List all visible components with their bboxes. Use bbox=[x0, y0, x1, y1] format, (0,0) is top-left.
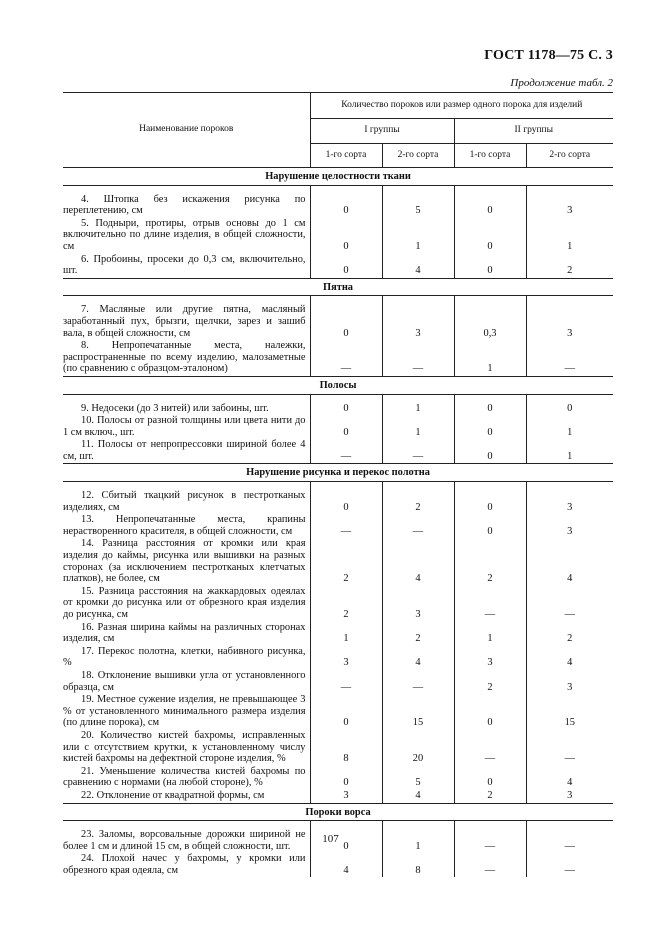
value-cell: 0 bbox=[310, 766, 382, 790]
value-cell: 3 bbox=[310, 646, 382, 670]
value-cell: 0 bbox=[454, 439, 526, 464]
value-cell: 1 bbox=[454, 622, 526, 646]
table-row bbox=[63, 694, 613, 730]
value-cell: 4 bbox=[310, 853, 382, 877]
defects-table bbox=[63, 92, 613, 877]
value-cell: 3 bbox=[382, 296, 454, 340]
value-cell: — bbox=[454, 821, 526, 854]
document-reference: ГОСТ 1178—75 С. 3 bbox=[484, 48, 613, 63]
value-cell: 1 bbox=[526, 439, 613, 464]
value-cell: — bbox=[454, 730, 526, 766]
value-cell: — bbox=[454, 586, 526, 622]
defect-name-cell: 4. Штопка без искажения рисунка по переплетению, см bbox=[63, 193, 306, 217]
value-cell: 4 bbox=[526, 646, 613, 670]
value-cell: 0 bbox=[454, 185, 526, 218]
table-row bbox=[63, 586, 613, 622]
section-title: Пятна bbox=[63, 278, 613, 296]
value-cell: 1 bbox=[382, 218, 454, 254]
defect-name-cell: 22. Отклонение от квадратной формы, см bbox=[81, 789, 265, 801]
value-cell: 1 bbox=[382, 394, 454, 415]
column-header-g1-grade-2: 2-го сорта bbox=[382, 144, 454, 168]
table-row bbox=[63, 646, 613, 670]
section-header-row bbox=[63, 464, 613, 482]
defect-name-cell: 6. Пробоины, просеки до 0,3 см, включительно, шт. bbox=[63, 253, 306, 277]
value-cell: 0 bbox=[454, 694, 526, 730]
table-row bbox=[63, 482, 613, 515]
value-cell: — bbox=[382, 670, 454, 694]
value-cell: 3 bbox=[526, 514, 613, 538]
value-cell: 1 bbox=[382, 821, 454, 854]
value-cell: 0 bbox=[454, 218, 526, 254]
defect-name-cell: 21. Уменьшение количества кистей бахромы по сравнению с нормами (на любой стороне), % bbox=[63, 765, 306, 789]
value-cell: — bbox=[526, 730, 613, 766]
value-cell: 3 bbox=[310, 790, 382, 803]
table-row bbox=[63, 254, 613, 279]
table-continuation-note: Продолжение табл. 2 bbox=[510, 77, 613, 89]
value-cell: — bbox=[526, 586, 613, 622]
value-cell: 8 bbox=[310, 730, 382, 766]
value-cell: 15 bbox=[526, 694, 613, 730]
value-cell: 0 bbox=[310, 821, 382, 854]
defect-name-cell: 7. Масляные или другие пятна, масляный заработанный пух, брызги, щелчки, зарез и зашиб вала, в общей сложности, см bbox=[63, 304, 306, 339]
defect-name-cell: 23. Заломы, ворсовальные дорожки шириной не более 1 см и длиной 15 см, в общей сложности, шт. bbox=[63, 829, 306, 852]
table-row bbox=[63, 218, 613, 254]
table-row bbox=[63, 394, 613, 415]
value-cell: — bbox=[526, 853, 613, 877]
table-row bbox=[63, 185, 613, 218]
value-cell: 0 bbox=[454, 766, 526, 790]
value-cell: 3 bbox=[526, 296, 613, 340]
section-header-row bbox=[63, 168, 613, 186]
value-cell: — bbox=[382, 439, 454, 464]
value-cell: 0 bbox=[454, 415, 526, 439]
column-header-g2-grade-2: 2-го сорта bbox=[526, 144, 613, 168]
value-cell: 0 bbox=[310, 394, 382, 415]
value-cell: 3 bbox=[382, 586, 454, 622]
value-cell: 0 bbox=[310, 185, 382, 218]
column-header-g2-grade-1: 1-го сорта bbox=[454, 144, 526, 168]
column-header-group-2: II группы bbox=[454, 119, 613, 144]
value-cell: 1 bbox=[382, 415, 454, 439]
table-row bbox=[63, 730, 613, 766]
value-cell: 2 bbox=[526, 254, 613, 279]
section-title: Нарушение рисунка и перекос полотна bbox=[63, 464, 613, 482]
column-header-quantity: Количество пороков или размер одного порока для изделий bbox=[310, 93, 613, 119]
table-row bbox=[63, 340, 613, 376]
column-header-group-1: I группы bbox=[310, 119, 454, 144]
value-cell: — bbox=[526, 821, 613, 854]
value-cell: 20 bbox=[382, 730, 454, 766]
value-cell: 0 bbox=[310, 415, 382, 439]
value-cell: 1 bbox=[310, 622, 382, 646]
value-cell: 1 bbox=[454, 340, 526, 376]
value-cell: 2 bbox=[310, 538, 382, 585]
section-title: Полосы bbox=[63, 376, 613, 394]
section-title: Нарушение целостности ткани bbox=[63, 168, 613, 186]
defect-name-cell: 8. Непропечатанные места, належки, распространенные по всему изделию, малозаметные (по сравнению с образцом-эталоном) bbox=[63, 340, 306, 375]
defect-name-cell: 18. Отклонение вышивки угла от установленного образца, см bbox=[63, 669, 306, 693]
value-cell: 0 bbox=[310, 296, 382, 340]
defect-name-cell: 5. Подныри, протиры, отрыв основы до 1 см включительно по длине изделия, в общей сложности, см bbox=[63, 217, 306, 252]
defect-name-cell: 19. Местное сужение изделия, не превышающее 3 % от установленного минимального размера изделия (по длине порока), см bbox=[63, 694, 306, 729]
value-cell: 2 bbox=[454, 670, 526, 694]
value-cell: — bbox=[382, 514, 454, 538]
value-cell: 2 bbox=[382, 482, 454, 515]
defect-name-cell: 10. Полосы от разной толщины или цвета нити до 1 см включ., шт. bbox=[63, 415, 306, 438]
value-cell: 15 bbox=[382, 694, 454, 730]
value-cell: 1 bbox=[526, 415, 613, 439]
table-row bbox=[63, 790, 613, 803]
value-cell: 0 bbox=[454, 254, 526, 279]
defect-name-cell: 9. Недосеки (до 3 нитей) или забоины, шт. bbox=[81, 402, 269, 414]
value-cell: 4 bbox=[382, 646, 454, 670]
value-cell: 0 bbox=[526, 394, 613, 415]
value-cell: 2 bbox=[454, 538, 526, 585]
value-cell: — bbox=[310, 340, 382, 376]
value-cell: 0 bbox=[310, 482, 382, 515]
table-row bbox=[63, 766, 613, 790]
value-cell: 3 bbox=[526, 790, 613, 803]
table-row bbox=[63, 514, 613, 538]
value-cell: 4 bbox=[526, 538, 613, 585]
value-cell: 0,3 bbox=[454, 296, 526, 340]
section-header-row bbox=[63, 803, 613, 821]
column-header-defect-name: Наименование пороков bbox=[63, 93, 310, 168]
table-row bbox=[63, 415, 613, 439]
page-number: 107 bbox=[322, 833, 339, 845]
value-cell: 0 bbox=[310, 218, 382, 254]
value-cell: 0 bbox=[454, 482, 526, 515]
value-cell: 0 bbox=[310, 694, 382, 730]
value-cell: 0 bbox=[454, 514, 526, 538]
section-header-row bbox=[63, 278, 613, 296]
defect-name-cell: 24. Плохой начес у бахромы, у кромки или обрезного края одеяла, см bbox=[63, 853, 306, 876]
defect-name-cell: 16. Разная ширина каймы на различных сторонах изделия, см bbox=[63, 621, 306, 645]
value-cell: 2 bbox=[310, 586, 382, 622]
value-cell: — bbox=[526, 340, 613, 376]
value-cell: 4 bbox=[382, 254, 454, 279]
value-cell: — bbox=[454, 853, 526, 877]
value-cell: 1 bbox=[526, 218, 613, 254]
defect-name-cell: 15. Разница расстояния на жаккардовых одеялах от кромки до рисунка или от обрезного края изделия до рисунка, см bbox=[63, 585, 306, 620]
defect-name-cell: 14. Разница расстояния от кромки или края изделия до каймы, рисунка или вышивки на разных сторонах (за исключением пестротканых клетчатых платков), не более, см bbox=[63, 538, 306, 585]
table-body bbox=[63, 168, 613, 878]
value-cell: 5 bbox=[382, 185, 454, 218]
section-title: Пороки ворса bbox=[63, 803, 613, 821]
value-cell: 4 bbox=[382, 538, 454, 585]
table-row bbox=[63, 538, 613, 585]
value-cell: 5 bbox=[382, 766, 454, 790]
defect-name-cell: 11. Полосы от непропрессовки шириной более 4 см, шт. bbox=[63, 439, 306, 462]
value-cell: — bbox=[310, 670, 382, 694]
value-cell: 3 bbox=[454, 646, 526, 670]
column-header-g1-grade-1: 1-го сорта bbox=[310, 144, 382, 168]
value-cell: 2 bbox=[526, 622, 613, 646]
value-cell: 2 bbox=[454, 790, 526, 803]
value-cell: — bbox=[382, 340, 454, 376]
defect-name-cell: 17. Перекос полотна, клетки, набивного рисунка, % bbox=[63, 645, 306, 669]
value-cell: 2 bbox=[382, 622, 454, 646]
table-row bbox=[63, 853, 613, 877]
section-header-row bbox=[63, 376, 613, 394]
value-cell: 3 bbox=[526, 185, 613, 218]
defect-name-cell: 13. Непропечатанные места, крапины нерастворенного красителя, в общей сложности, см bbox=[63, 514, 306, 537]
table-row bbox=[63, 296, 613, 340]
table-row bbox=[63, 622, 613, 646]
value-cell: 3 bbox=[526, 482, 613, 515]
value-cell: — bbox=[310, 514, 382, 538]
table-row bbox=[63, 439, 613, 464]
defect-name-cell: 12. Сбитый ткацкий рисунок в пестротканых изделиях, см bbox=[63, 490, 306, 513]
value-cell: — bbox=[310, 439, 382, 464]
value-cell: 4 bbox=[526, 766, 613, 790]
defect-name-cell: 20. Количество кистей бахромы, исправленных или с отсутствием крутки, к установленному числу кистей бахромы на дефектной стороне изделия, % bbox=[63, 729, 306, 765]
value-cell: 0 bbox=[310, 254, 382, 279]
table-row bbox=[63, 670, 613, 694]
value-cell: 0 bbox=[454, 394, 526, 415]
value-cell: 3 bbox=[526, 670, 613, 694]
value-cell: 4 bbox=[382, 790, 454, 803]
value-cell: 8 bbox=[382, 853, 454, 877]
